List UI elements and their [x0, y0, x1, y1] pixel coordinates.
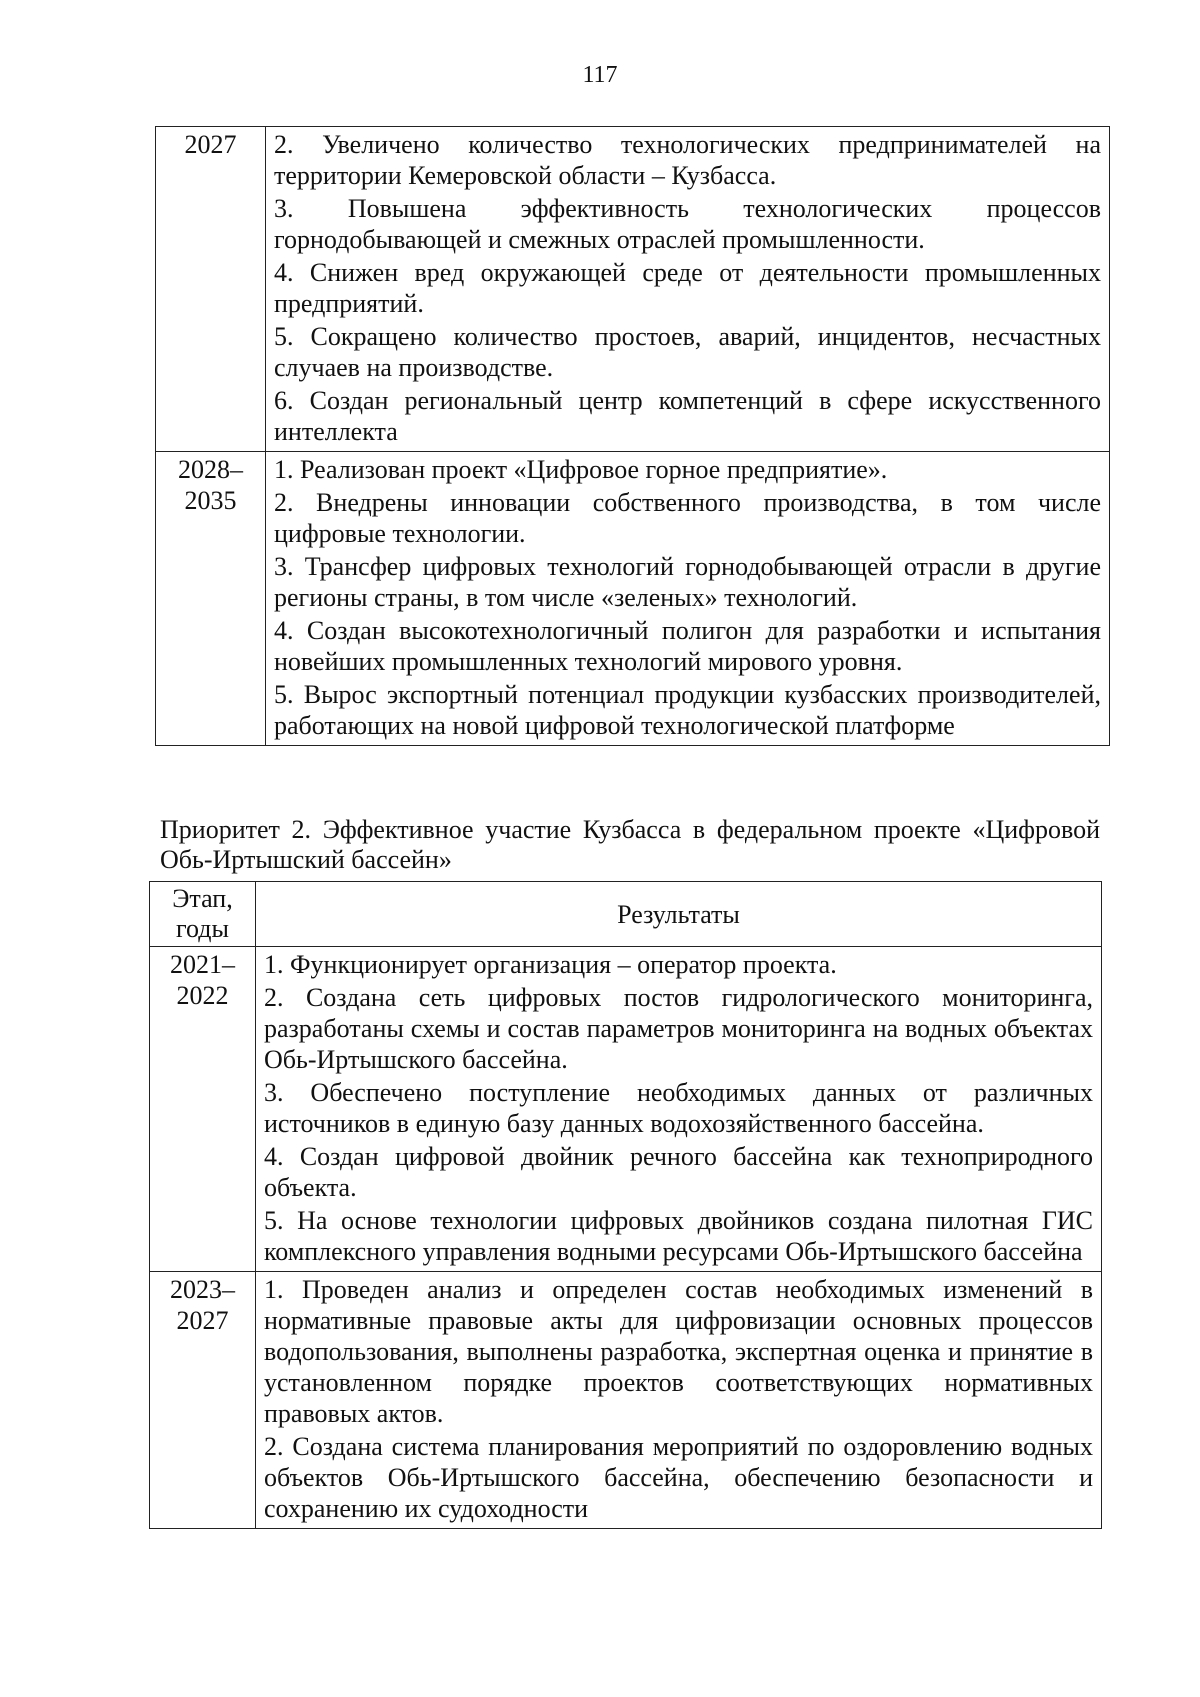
result-item: 1. Проведен анализ и определен состав необходимых изменений в нормативные правовые акты для цифровизации основных процессов водопользования, выполнены разработка, экспертная оценка и принятие в установленном порядке проектов соответствующих нормативных правовых актов. [264, 1275, 1093, 1428]
result-item: 6. Создан региональный центр компетенций в сфере искусственного интеллекта [274, 386, 1101, 446]
result-item: 2. Создана сеть цифровых постов гидрологического мониторинга, разработаны схемы и состав параметров мониторинга на водных объектах Обь-Иртышского бассейна. [264, 983, 1093, 1074]
result-item: 4. Создан высокотехнологичный полигон для разработки и испытания новейших промышленных технологий мирового уровня. [274, 616, 1101, 676]
table-row [156, 452, 1110, 746]
priority-heading: Приоритет 2. Эффективное участие Кузбасса в федеральном проекте «Цифровой Обь-Иртышский бассейн» [160, 815, 1100, 874]
results-cell [256, 947, 1102, 1272]
results-cell [266, 127, 1110, 452]
results-cell [266, 452, 1110, 746]
page-number: 117 [582, 62, 618, 88]
results-table-priority-1 [155, 126, 1110, 746]
results-cell [256, 1272, 1102, 1529]
result-item: 4. Снижен вред окружающей среде от деятельности промышленных предприятий. [274, 258, 1101, 318]
result-item: 1. Реализован проект «Цифровое горное предприятие». [274, 455, 888, 484]
table-header-row [150, 882, 1102, 947]
stage-cell: 2027 [156, 127, 266, 452]
result-item: 2. Внедрены инновации собственного производства, в том числе цифровые технологии. [274, 488, 1101, 548]
result-item: 2. Увеличено количество технологических предпринимателей на территории Кемеровской области – Кузбасса. [274, 130, 1101, 190]
column-header-results: Результаты [256, 882, 1102, 947]
results-table-priority-2 [149, 881, 1102, 1529]
result-item: 3. Повышена эффективность технологических процессов горнодобывающей и смежных отраслей промышленности. [274, 194, 1101, 254]
stage-cell: 2028–2035 [156, 452, 266, 746]
table-row [150, 947, 1102, 1272]
table-row [156, 127, 1110, 452]
result-item: 3. Обеспечено поступление необходимых данных от различных источников в единую базу данных водохозяйственного бассейна. [264, 1078, 1093, 1138]
result-item: 2. Создана система планирования мероприятий по оздоровлению водных объектов Обь-Иртышского бассейна, обеспечению безопасности и сохранению их судоходности [264, 1432, 1093, 1523]
result-item: 1. Функционирует организация – оператор проекта. [264, 950, 837, 979]
result-item: 4. Создан цифровой двойник речного бассейна как техноприродного объекта. [264, 1142, 1093, 1202]
result-item: 5. Вырос экспортный потенциал продукции кузбасских производителей, работающих на новой цифровой технологической платформе [274, 680, 1101, 740]
table-row [150, 1272, 1102, 1529]
result-item: 3. Трансфер цифровых технологий горнодобывающей отрасли в другие регионы страны, в том числе «зеленых» технологий. [274, 552, 1101, 612]
column-header-stage: Этап, годы [150, 882, 256, 947]
result-item: 5. На основе технологии цифровых двойников создана пилотная ГИС комплексного управления водными ресурсами Обь-Иртышского бассейна [264, 1206, 1093, 1266]
stage-cell: 2021–2022 [150, 947, 256, 1272]
stage-cell: 2023–2027 [150, 1272, 256, 1529]
result-item: 5. Сокращено количество простоев, аварий, инцидентов, несчастных случаев на производстве. [274, 322, 1101, 382]
